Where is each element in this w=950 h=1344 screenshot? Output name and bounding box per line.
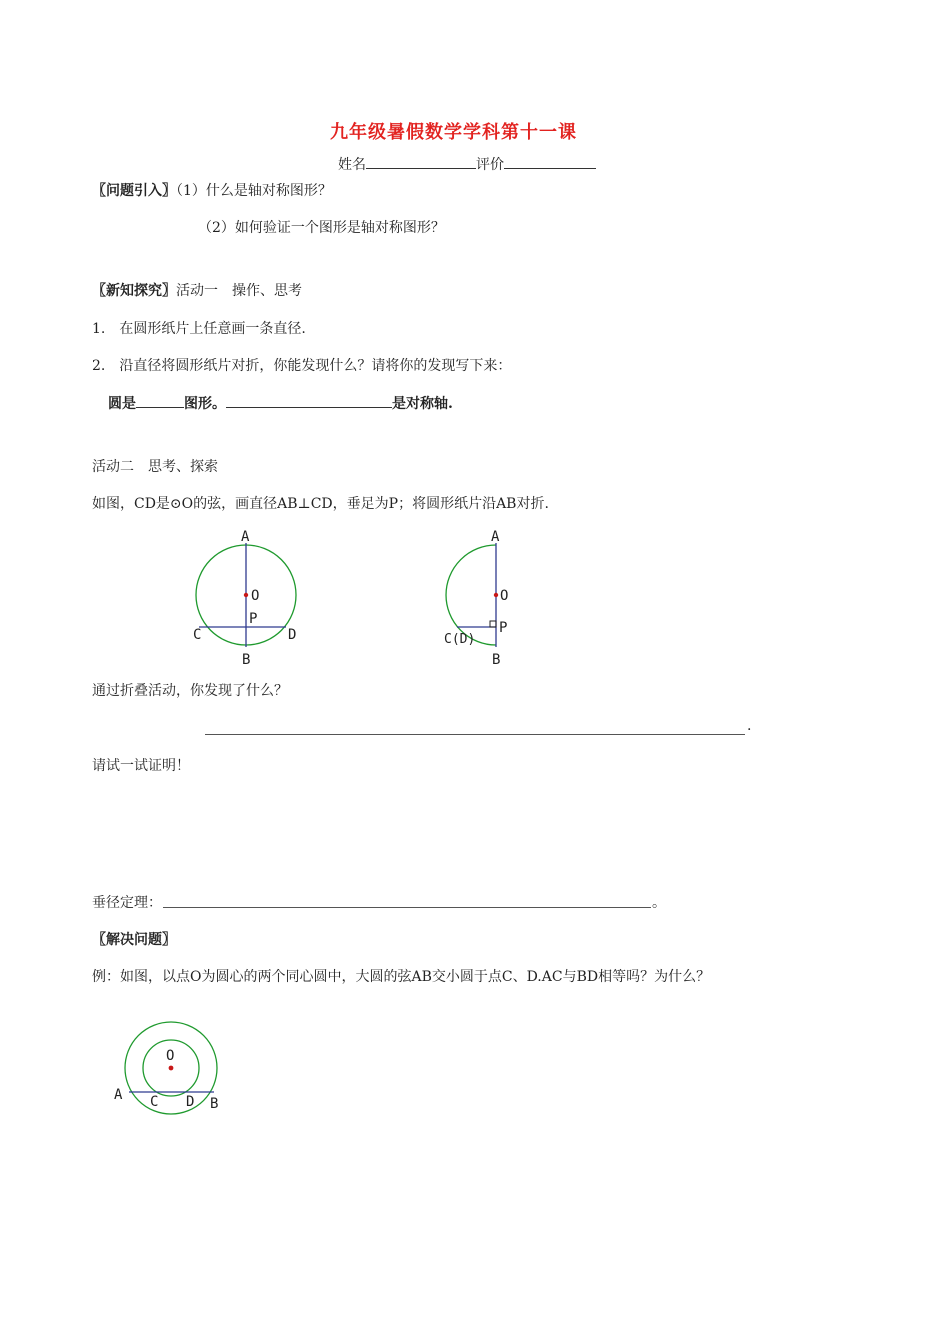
fill-part3: 是对称轴. (392, 396, 453, 412)
name-blank[interactable] (366, 154, 476, 169)
fig2-label-b: B (492, 652, 501, 668)
fig2-semicircle (446, 545, 496, 645)
fig1-label-b: B (242, 652, 251, 668)
figure-concentric-circles (110, 1018, 235, 1118)
fill-part2: 图形。 (184, 396, 226, 412)
prove-prompt: 请试一试证明！ (92, 758, 190, 774)
step-2: 2. 沿直径将圆形纸片对折，你能发现什么？请将你的发现写下来： (92, 358, 512, 374)
step-1: 1. 在圆形纸片上任意画一条直径. (92, 321, 306, 337)
answer-end: . (747, 718, 752, 734)
fig1-label-a: A (241, 529, 250, 545)
fill-blank-1[interactable] (136, 393, 184, 408)
intro-heading: 〖问题引入〗 (92, 183, 176, 199)
fig3-center-dot (169, 1066, 174, 1071)
fig3-label-d: D (186, 1094, 195, 1110)
fig1-label-p: P (249, 611, 258, 627)
figure-circle-diameter-chord (185, 525, 315, 670)
fill-line (108, 393, 453, 413)
activity1-label: 活动一 操作、思考 (176, 283, 302, 299)
fig2-label-cd: C(D) (444, 632, 476, 647)
fig3-label-a: A (114, 1087, 123, 1103)
fig2-center-dot (494, 593, 498, 597)
fill-blank-2[interactable] (226, 393, 392, 408)
activity2-question: 通过折叠活动，你发现了什么？ (92, 683, 288, 699)
page-title: 九年级暑假数学学科第十一课 (330, 122, 577, 143)
solve-heading: 〖解决问题〗 (92, 932, 176, 948)
solve-example: 例：如图，以点O为圆心的两个同心圆中，大圆的弦AB交小圆于点C、D.AC与BD相等吗？为什么？ (92, 969, 711, 985)
eval-label: 评价 (476, 157, 504, 173)
fig3-label-o: O (166, 1048, 175, 1064)
explore-heading: 〖新知探究〗 (92, 283, 176, 299)
fig1-label-o: O (251, 588, 260, 604)
fig2-label-p: P (499, 620, 508, 636)
explore-row (92, 280, 302, 300)
intro-q2: （2）如何验证一个图形是轴对称图形？ (198, 220, 445, 236)
fill-part1: 圆是 (108, 396, 136, 412)
figure-folded-half-circle (440, 525, 520, 670)
fig3-label-b: B (210, 1096, 219, 1112)
intro-q1: （1）什么是轴对称图形？ (176, 183, 332, 199)
fig1-label-c: C (193, 627, 202, 643)
answer-line[interactable] (205, 734, 745, 735)
activity2-heading: 活动二 思考、探索 (92, 459, 218, 475)
theorem-label: 垂径定理： (92, 895, 162, 911)
fig1-center-dot (244, 593, 248, 597)
fig1-label-d: D (288, 627, 297, 643)
fig2-right-angle-mark (490, 621, 496, 627)
activity2-desc: 如图，CD是⊙O的弦，画直径AB⊥CD，垂足为P；将圆形纸片沿AB对折. (92, 496, 549, 512)
fig3-label-c: C (150, 1094, 159, 1110)
eval-blank[interactable] (504, 154, 596, 169)
name-label: 姓名 (338, 157, 366, 173)
name-eval-line (338, 154, 596, 174)
theorem-line[interactable] (163, 907, 651, 908)
intro-row-1 (92, 180, 332, 200)
fig2-label-o: O (500, 588, 509, 604)
fig2-label-a: A (491, 529, 500, 545)
theorem-end: 。 (652, 895, 666, 911)
